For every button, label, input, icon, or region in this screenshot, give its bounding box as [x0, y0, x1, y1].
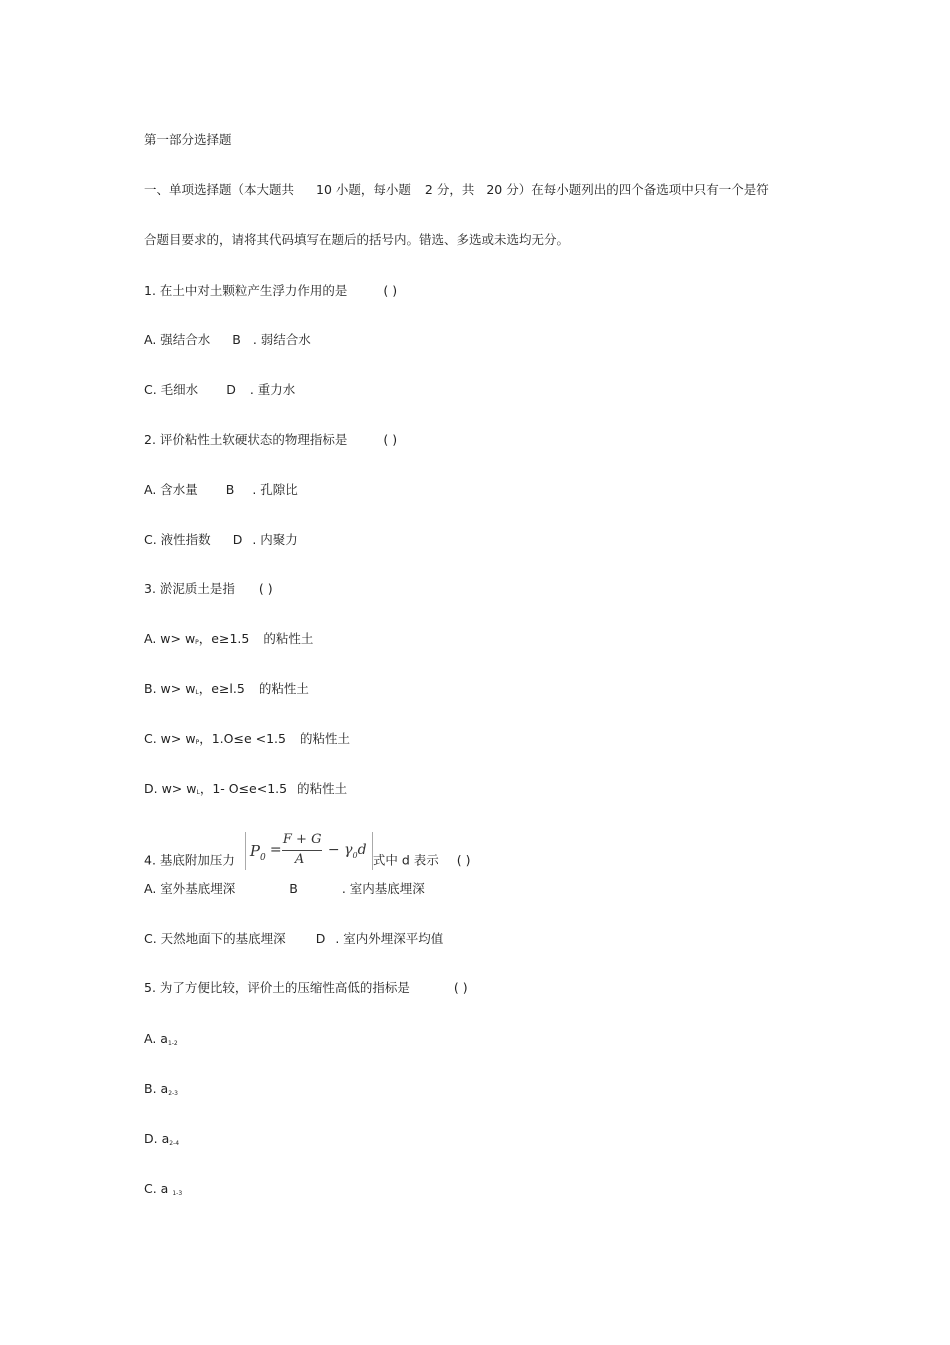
- q1-options-ab: [144, 332, 311, 348]
- formula-image: [245, 832, 373, 870]
- q3-option-d: [144, 781, 347, 801]
- q5-option-d: [144, 1131, 179, 1152]
- question-stem: 1. 在土中对土颗粒产生浮力作用的是: [144, 283, 348, 298]
- instructions-total: 20 分）在每小题列出的四个备选项中只有一个是符: [486, 182, 769, 197]
- option-d: D. a: [144, 1131, 170, 1146]
- answer-bracket: ( ): [383, 283, 398, 298]
- q5-option-a: [144, 1031, 178, 1052]
- option-b-letter: B: [225, 482, 235, 497]
- q3-option-b: [144, 681, 309, 701]
- q5-option-b: [144, 1081, 178, 1102]
- option-b-condition: ，e≥l.5: [198, 681, 245, 696]
- q3-option-c: [144, 731, 350, 751]
- option-b-letter: B: [289, 881, 298, 896]
- question-stem: 5. 为了方便比较，评价土的压缩性高低的指标是: [144, 980, 410, 995]
- subscript: L: [196, 789, 200, 796]
- option-d: D. w> w: [144, 781, 197, 796]
- option-c: C. 液性指数: [144, 532, 211, 547]
- option-d-condition: ，1- O≤e<1.5: [199, 781, 288, 796]
- question-5: [144, 980, 468, 996]
- answer-bracket: ( ): [453, 980, 468, 995]
- option-d: . 室内外埋深平均值: [335, 931, 444, 946]
- question-1: [144, 283, 397, 299]
- question-stem: 2. 评价粘性土软硬状态的物理指标是: [144, 432, 348, 447]
- option-b: B. w> w: [144, 681, 196, 696]
- subscript: 1-3: [172, 1190, 183, 1197]
- q4-options-ab: [144, 881, 425, 897]
- instructions-line-1: [144, 182, 769, 198]
- option-b: . 室内基底埋深: [341, 881, 425, 896]
- question-stem: 4. 基底附加压力: [144, 852, 235, 868]
- q2-options-ab: [144, 482, 298, 498]
- option-d: . 内聚力: [252, 532, 298, 547]
- option-a-condition: ，e≥1.5: [198, 631, 250, 646]
- option-a: A. 含水量: [144, 482, 198, 497]
- option-a-suffix: 的粘性土: [263, 631, 314, 646]
- question-3: [144, 581, 273, 597]
- option-a: A. a: [144, 1031, 168, 1046]
- subscript: 2-4: [169, 1140, 180, 1147]
- question-2: [144, 432, 397, 448]
- option-c: C. w> w: [144, 731, 196, 746]
- instructions-line-2: 合题目要求的，请将其代码填写在题后的括号内。错选、多选或未选均无分。: [144, 232, 570, 247]
- option-a: A. w> w: [144, 631, 196, 646]
- answer-bracket: ( ): [383, 432, 398, 447]
- option-c: C. 天然地面下的基底埋深: [144, 931, 286, 946]
- instructions-text: 一、单项选择题（本大题共: [144, 182, 295, 197]
- formula-numerator: F + G: [282, 832, 322, 847]
- option-c: C. 毛细水: [144, 382, 199, 397]
- option-a: A. 强结合水: [144, 332, 211, 347]
- q5-option-c: [144, 1181, 182, 1202]
- formula-lhs: $P_0$: [249, 842, 266, 863]
- q4-options-cd: [144, 931, 443, 947]
- subscript: 2-3: [168, 1090, 178, 1097]
- instructions-points: 2 分，共: [424, 182, 475, 197]
- instructions-count: 10 小题，每小题: [316, 182, 411, 197]
- part-title: 第一部分选择题: [144, 132, 232, 147]
- q3-option-a: [144, 631, 313, 651]
- option-b-suffix: 的粘性土: [258, 681, 309, 696]
- subscript: L: [195, 689, 199, 696]
- option-d-letter: D: [232, 532, 243, 547]
- option-d-letter: D: [315, 931, 326, 946]
- answer-bracket: ( ): [258, 581, 273, 596]
- option-b: . 孔隙比: [252, 482, 298, 497]
- option-c: C. a: [144, 1181, 169, 1196]
- option-c-suffix: 的粘性土: [299, 731, 350, 746]
- formula-equals: =: [269, 842, 282, 858]
- option-d: . 重力水: [249, 382, 296, 397]
- option-b: B. a: [144, 1081, 169, 1096]
- question-stem: 3. 淤泥质土是指: [144, 581, 235, 596]
- option-a: A. 室外基底埋深: [144, 881, 236, 896]
- question-4: [144, 832, 471, 880]
- subscript: P: [195, 639, 199, 646]
- q2-options-cd: [144, 532, 298, 548]
- formula-denominator: A: [294, 852, 305, 867]
- question-stem-after: 式中 d 表示: [372, 852, 439, 868]
- option-b-letter: B: [232, 332, 241, 347]
- option-c-condition: ，1.O≤e <1.5: [199, 731, 286, 746]
- q1-options-cd: [144, 382, 295, 398]
- fraction-bar: [282, 850, 322, 851]
- option-d-suffix: 的粘性土: [297, 781, 348, 796]
- subscript: 1-2: [167, 1040, 178, 1047]
- option-b: . 弱结合水: [252, 332, 311, 347]
- subscript: P: [195, 739, 200, 746]
- answer-bracket: ( ): [456, 852, 471, 868]
- option-d-letter: D: [226, 382, 236, 397]
- formula-rest: − $\gamma_0d$: [327, 842, 367, 860]
